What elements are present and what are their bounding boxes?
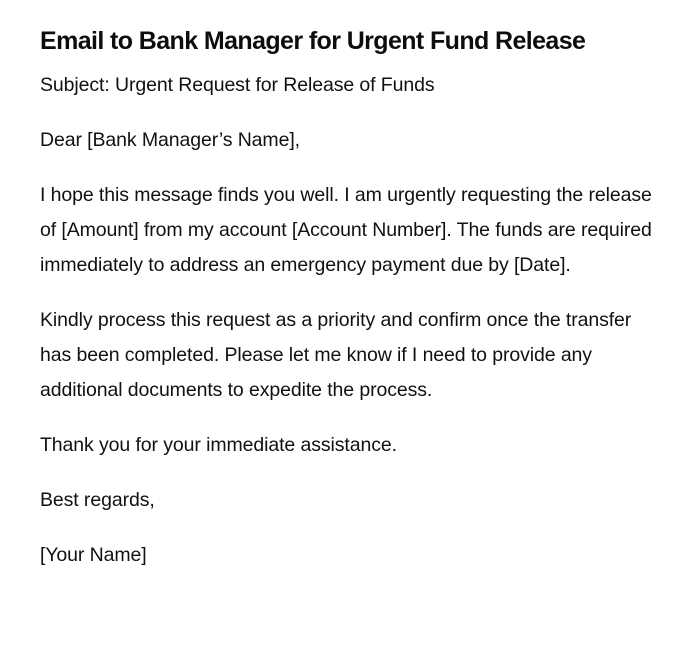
closing: Best regards, bbox=[40, 489, 155, 511]
body-paragraph-1: I hope this message finds you well. I am urgently requesting the release of [Amount] from my account [Account Number]. The funds are required immediately to address an emergency payment due by [Date]. bbox=[40, 184, 652, 276]
document-title: Email to Bank Manager for Urgent Fund Release bbox=[40, 27, 586, 55]
signature: [Your Name] bbox=[40, 544, 147, 566]
salutation: Dear [Bank Manager’s Name], bbox=[40, 129, 300, 151]
email-subject: Subject: Urgent Request for Release of Funds bbox=[40, 74, 435, 96]
email-document bbox=[40, 24, 660, 573]
body-paragraph-2: Kindly process this request as a priority and confirm once the transfer has been completed. Please let me know if I need to provide any additional documents to expedite the process. bbox=[40, 309, 632, 401]
body-paragraph-3: Thank you for your immediate assistance. bbox=[40, 434, 397, 456]
